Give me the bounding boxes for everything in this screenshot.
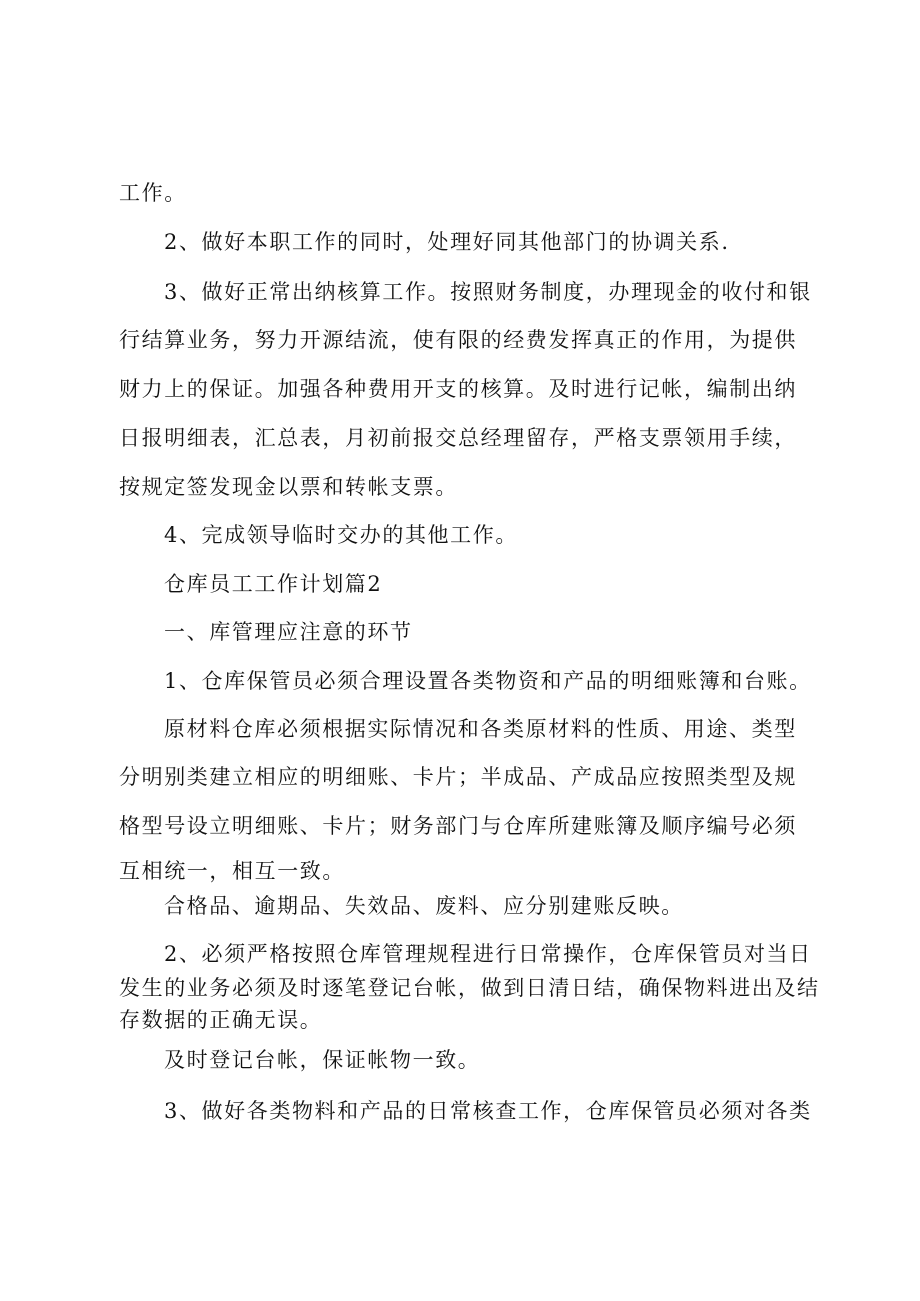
section-heading: 仓库员工工作计划篇2 xyxy=(164,572,383,596)
text-line: 及时登记台帐，保证帐物一致。 xyxy=(164,1048,481,1072)
text-line: 行结算业务，努力开源结流，使有限的经费发挥真正的作用，为提供 xyxy=(119,328,797,352)
text-line: 原材料仓库必须根据实际情况和各类原材料的性质、用途、类型 xyxy=(164,717,797,741)
text-line: 3、做好各类物料和产品的日常核查工作，仓库保管员必须对各类 xyxy=(164,1099,812,1123)
text-line: 工作。 xyxy=(119,181,187,205)
text-line: 分明别类建立相应的明细账、卡片；半成品、产成品应按照类型及规 xyxy=(119,765,797,789)
text-line: 互相统一，相互一致。 xyxy=(119,859,345,883)
text-line: 合格品、逾期品、失效品、废料、应分别建账反映。 xyxy=(164,894,684,918)
text-line: 2、做好本职工作的同时，处理好同其他部门的协调关系. xyxy=(164,230,730,254)
text-line: 财力上的保证。加强各种费用开支的核算。及时进行记帐，编制出纳 xyxy=(119,377,797,401)
text-line: 3、做好正常出纳核算工作。按照财务制度，办理现金的收付和银 xyxy=(164,280,812,304)
text-line: 发生的业务必须及时逐笔登记台帐，做到日清日结，确保物料进出及结 xyxy=(119,976,820,1000)
text-line: 4、完成领导临时交办的其他工作。 xyxy=(164,523,518,547)
text-line: 存数据的正确无误。 xyxy=(119,1008,323,1032)
text-line: 1、仓库保管员必须合理设置各类物资和产品的明细账簿和台账。 xyxy=(164,669,812,693)
text-line: 2、必须严格按照仓库管理规程进行日常操作，仓库保管员对当日 xyxy=(164,942,812,966)
text-line: 日报明细表，汇总表，月初前报交总经理留存，严格支票领用手续， xyxy=(119,426,797,450)
subsection-heading: 一、库管理应注意的环节 xyxy=(164,620,413,644)
text-line: 格型号设立明细账、卡片；财务部门与仓库所建账簿及顺序编号必须 xyxy=(119,814,797,838)
text-line: 按规定签发现金以票和转帐支票。 xyxy=(119,475,458,499)
